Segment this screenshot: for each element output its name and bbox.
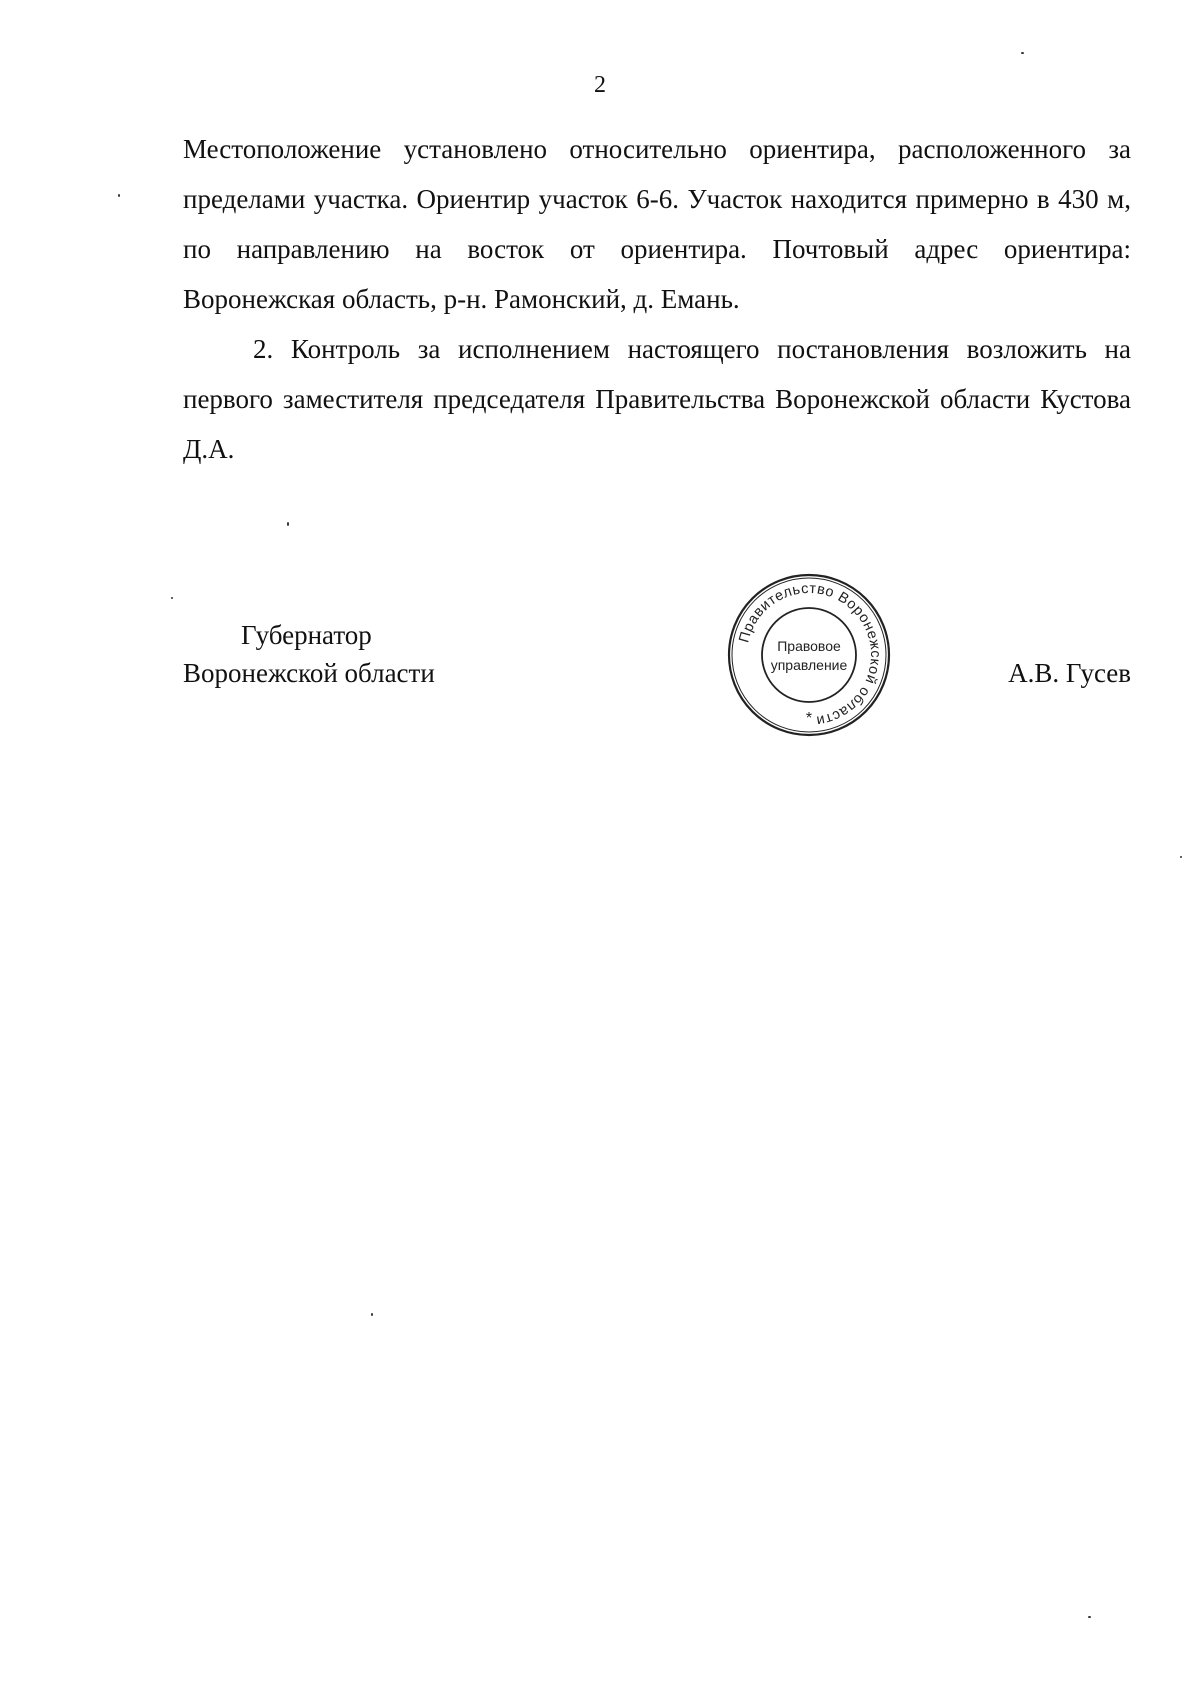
- scan-speck: [171, 597, 173, 599]
- scan-speck: [1180, 856, 1182, 858]
- seal-ring-textpath: Правительство Воронежской области: [736, 580, 884, 729]
- signatory-title-line2: Воронежской области: [183, 658, 435, 688]
- scan-speck: [118, 194, 120, 197]
- scan-speck: [371, 1313, 373, 1316]
- seal-ring-text: [736, 581, 883, 729]
- official-seal: [726, 572, 892, 738]
- paragraph-control: 2. Контроль за исполнением настоящего постановления возложить на первого заместителя председателя Правительства Воронежской области Кустова Д.А.: [183, 334, 1131, 464]
- signatory-name: А.В. Гусев: [1008, 658, 1131, 688]
- scan-speck: [1021, 52, 1024, 54]
- paragraph-location: Местоположение установлено относительно ориентира, расположенного за пределами участка. Ориентир участок 6-6. Участок находится примерно в 430 м, по направлению на восток от ориентира. Почтовый адрес ориентира: Воронежская область, р-н. Рамонский, д. Емань.: [183, 134, 1131, 314]
- document-body: [183, 124, 1131, 474]
- scan-speck: [287, 522, 289, 526]
- seal-center-line2: управление: [770, 657, 848, 673]
- signature-block: [183, 580, 1131, 746]
- seal-star: *: [805, 710, 813, 727]
- signatory-title-line1: Губернатор: [241, 620, 372, 650]
- signatory-title: [183, 616, 435, 692]
- seal-center-line1: Правовое: [777, 638, 841, 654]
- scan-speck: [1088, 1616, 1091, 1618]
- page-number: 2: [594, 72, 606, 98]
